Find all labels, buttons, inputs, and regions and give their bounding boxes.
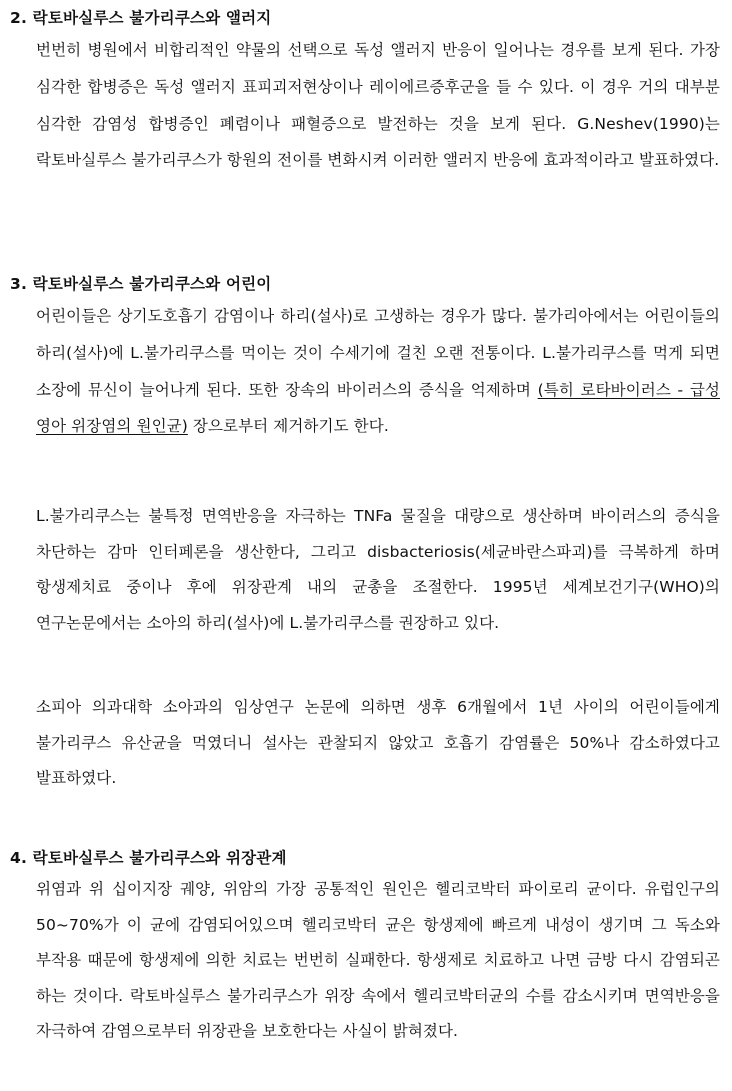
paragraph-children-1-text-a: 어린이들은 상기도호흡기 감염이나 하리(설사)로 고생하는 경우가 많다. 불가리아에서는 어린이들의 하리(설사)에 L.불가리쿠스를 먹이는 것이 수세기에 걸친 오랜 전통이다. L.불가리쿠스를 먹게 되면 소장에 뮤신이 늘어나게 된다. 또한 장속의 바이러스의 증식을 억제하며 bbox=[36, 307, 720, 399]
paragraph-gastro: 위염과 위 십이지장 궤양, 위암의 가장 공통적인 원인은 헬리코박터 파이로리 균이다. 유럽인구의 50~70%가 이 균에 감염되어있으며 헬리코박터 균은 항생제에 빠르게 내성이 생기며 그 독소와 부작용 때문에 항생제에 의한 치료는 번번히 실패한다. 항생제로 치료하고 나면 금방 다시 감염되곤 하는 것이다. 락토바실루스 불가리쿠스가 위장 속에서 헬리코박터균의 수를 감소시키며 면역반응을 자극하여 감염으로부터 위장관을 보호한다는 사실이 밝혀졌다. bbox=[36, 880, 720, 1040]
paragraph-children-1-text-b: 장으로부터 제거하기도 한다. bbox=[187, 417, 389, 436]
section-heading-children: 3. 락토바실루스 불가리쿠스와 어린이 bbox=[10, 275, 272, 293]
paragraph-children-2: L.불가리쿠스는 불특정 면역반응을 자극하는 TNFa 물질을 대량으로 생산하며 바이러스의 증식을 차단하는 감마 인터페론을 생산한다, 그리고 disbacteriosis(세균바란스파괴)를 극복하게 하며 항생제치료 중이나 후에 위장관계 내의 균총을 조절한다. 1995년 세계보건기구(WHO)의 연구논문에서는 소아의 하리(설사)에 L.불가리쿠스를 권장하고 있다. bbox=[36, 507, 720, 632]
section-heading-gastro: 4. 락토바실루스 불가리쿠스와 위장관계 bbox=[10, 849, 287, 867]
paragraph-children-3: 소피아 의과대학 소아과의 임상연구 논문에 의하면 생후 6개월에서 1년 사이의 어린이들에게 불가리쿠스 유산균을 먹였더니 설사는 관찰되지 않았고 호흡기 감염률은 50%나 감소하였다고 발표하였다. bbox=[36, 698, 720, 787]
paragraph-allergy: 번번히 병원에서 비합리적인 약물의 선택으로 독성 앨러지 반응이 일어나는 경우를 보게 된다. 가장 심각한 합병증은 독성 앨러지 표피괴저현상이나 레이에르증후군을 들 수 있다. 이 경우 거의 대부분 심각한 감염성 합병증인 폐렴이나 패혈증으로 발전하는 것을 보게 된다. G.Neshev(1990)는 락토바실루스 불가리쿠스가 항원의 전이를 변화시켜 이러한 앨러지 반응에 효과적이라고 발표하였다. bbox=[36, 41, 720, 170]
underlined-note-rotavirus: (특히 로타바이러스 - 급성 영아 위장염의 원인균) bbox=[36, 380, 720, 436]
section-heading-allergy: 2. 락토바실루스 불가리쿠스와 앨러지 bbox=[10, 9, 272, 27]
paragraph-children-1 bbox=[36, 298, 720, 445]
